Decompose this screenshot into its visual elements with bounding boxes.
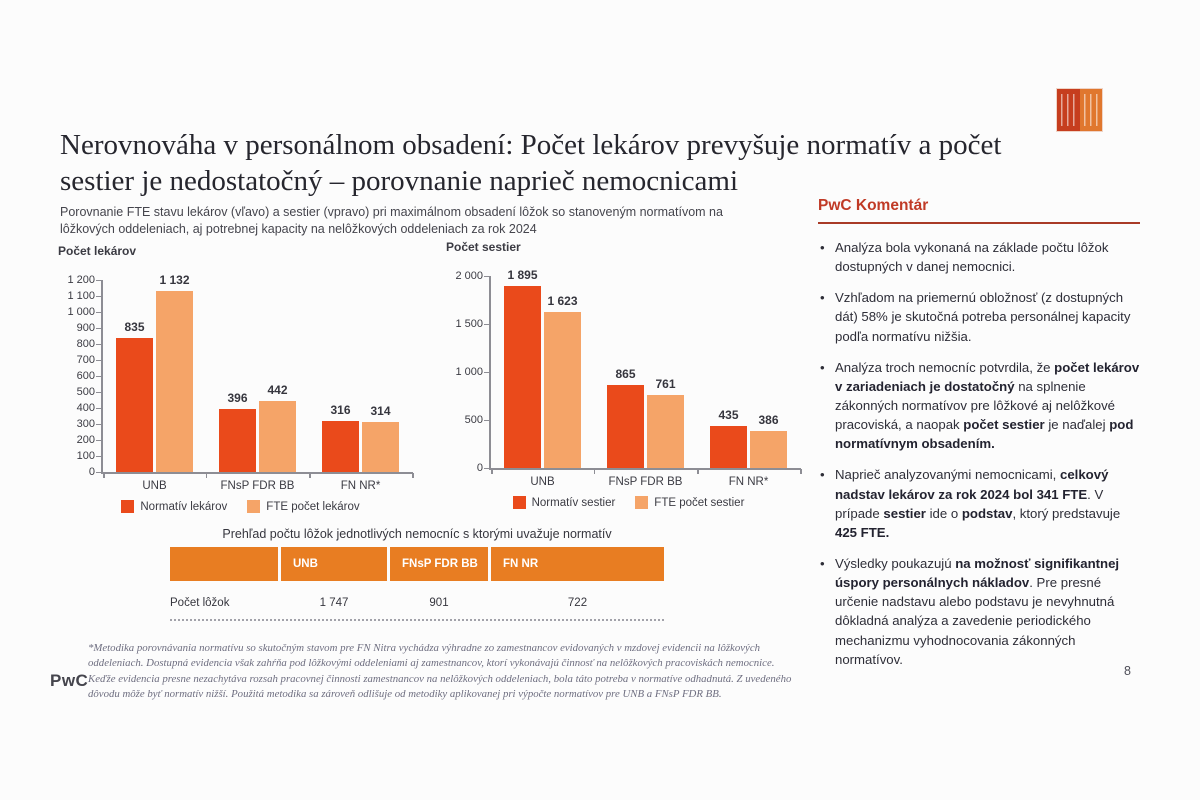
beds-header-cell: FNsP FDR BB xyxy=(390,547,488,581)
comment-panel-rule xyxy=(818,222,1140,224)
beds-header-cell: UNB xyxy=(281,547,387,581)
x-axis-tick-mark xyxy=(697,469,699,474)
comment-bullet xyxy=(818,238,1140,276)
doctors-chart-legend xyxy=(58,500,423,513)
comment-text-segment: 425 FTE. xyxy=(835,524,890,540)
comment-panel-title: PwC Komentár xyxy=(818,197,929,214)
nurses-plot-area xyxy=(446,262,811,494)
beds-table-title: Prehľad počtu lôžok jednotlivých nemocníc s ktorými uvažuje normatív xyxy=(222,527,612,541)
bar-value-label: 865 xyxy=(615,366,636,381)
legend-swatch xyxy=(635,496,648,509)
bar-rect xyxy=(322,421,359,472)
beds-header-cell: FN NR xyxy=(491,547,664,581)
y-axis-tick-label: 600 xyxy=(76,370,95,382)
bar-group-fn-nr- xyxy=(697,276,800,468)
bar-value-label: 442 xyxy=(267,383,288,398)
page-title-line-2: sestier je nedostatočný – porovnanie naprieč nemocnicami xyxy=(60,164,739,197)
x-axis-labels xyxy=(103,480,412,492)
y-axis-tick-label: 1 500 xyxy=(455,318,483,330)
y-axis-tick-mark xyxy=(96,312,101,313)
y-axis-tick-mark xyxy=(96,424,101,425)
legend-item xyxy=(513,496,616,509)
bar xyxy=(322,403,359,472)
legend-label: FTE počet lekárov xyxy=(266,500,360,513)
bar xyxy=(259,383,296,472)
x-axis-tick-mark xyxy=(491,469,493,474)
bar xyxy=(710,408,747,468)
bar-group-fnsp-fdr-bb xyxy=(594,276,697,468)
x-axis-tick-mark xyxy=(594,469,596,474)
y-axis-tick-label: 2 000 xyxy=(455,270,483,282)
bar-value-label: 1 623 xyxy=(547,294,578,309)
beds-row-value: 1 747 xyxy=(319,597,349,609)
y-axis-tick-label: 100 xyxy=(76,450,95,462)
y-axis-tick-mark xyxy=(484,324,489,325)
slide-corner-badge xyxy=(1057,89,1102,131)
doctors-bar-chart xyxy=(58,244,423,513)
y-axis-tick-mark xyxy=(96,344,101,345)
comment-text-segment: . V prípade xyxy=(835,486,1104,521)
x-axis-category-label: FN NR* xyxy=(728,476,769,488)
x-axis-tick-mark xyxy=(309,473,311,478)
comment-text-segment: celkový nadstav lekárov za rok 2024 bol 341 FTE xyxy=(835,467,1109,502)
bars-area xyxy=(491,268,800,468)
beds-row-value: 901 xyxy=(429,597,449,609)
y-axis-tick-label: 400 xyxy=(76,402,95,414)
x-axis-category-label: UNB xyxy=(142,480,167,492)
y-axis-tick-label: 1 200 xyxy=(67,274,95,286)
legend-swatch xyxy=(247,500,260,513)
y-axis-tick-mark xyxy=(96,408,101,409)
y-axis-tick-mark xyxy=(484,468,489,469)
bar-rect xyxy=(647,395,684,468)
bar-rect xyxy=(544,312,581,468)
doctors-chart-title: Počet lekárov xyxy=(58,244,137,258)
comment-text-segment: na možnosť signifikantnej úspory personálnych nákladov xyxy=(835,555,1120,591)
bar-value-label: 316 xyxy=(330,403,351,418)
y-axis-tick-mark xyxy=(96,360,101,361)
bar xyxy=(544,294,581,468)
y-axis-tick-label: 200 xyxy=(76,434,95,446)
nurses-chart-title: Počet sestier xyxy=(446,240,521,254)
y-axis-tick-mark xyxy=(96,296,101,297)
y-axis-tick-mark xyxy=(96,392,101,393)
beds-table-header xyxy=(170,547,664,581)
x-axis-tick-mark xyxy=(800,469,802,474)
bar-rect xyxy=(750,431,787,468)
bar-value-label: 435 xyxy=(718,408,739,423)
comment-text-segment: na splnenie zákonných normatívov pre lôžkové aj nelôžkové pracoviská, a naopak xyxy=(835,378,1116,433)
comment-text-segment: ide o xyxy=(925,505,962,521)
bar-rect xyxy=(607,385,644,468)
legend-item xyxy=(121,500,227,513)
nurses-bar-chart xyxy=(446,240,811,509)
y-axis-tick-label: 500 xyxy=(464,414,483,426)
bar-rect xyxy=(504,286,541,468)
pwc-logo: PwC xyxy=(50,671,89,690)
beds-table xyxy=(170,527,664,621)
y-axis-tick-label: 700 xyxy=(76,354,95,366)
comment-text-segment: podstav xyxy=(961,505,1013,521)
bar-value-label: 1 895 xyxy=(507,268,538,283)
bar-value-label: 386 xyxy=(758,412,779,427)
x-axis-category-label: UNB xyxy=(530,476,555,488)
legend-item xyxy=(635,496,744,509)
comment-bullet xyxy=(818,554,1140,669)
bar-group-unb xyxy=(103,272,206,472)
legend-swatch xyxy=(121,500,134,513)
beds-table-row xyxy=(170,597,664,609)
y-axis-tick-label: 1 000 xyxy=(67,306,95,318)
bar-value-label: 761 xyxy=(655,376,676,391)
y-axis-tick-mark xyxy=(96,376,101,377)
page-subtitle: Porovnanie FTE stavu lekárov (vľavo) a sestier (vpravo) pri maximálnom obsadení lôžok so stanoveným normatívom na lôžkových oddeleniach, aj potrebnej kapacity na nelôžkových oddeleniach za rok 2024 xyxy=(60,205,723,237)
x-axis-category-label: FNsP FDR BB xyxy=(220,480,295,492)
badge-left-block xyxy=(1057,89,1080,131)
y-axis-tick-label: 800 xyxy=(76,338,95,350)
y-axis-tick-mark xyxy=(96,456,101,457)
page-title-line-1: Nerovnováha v personálnom obsadení: Počet lekárov prevyšuje normatív a počet xyxy=(60,129,1002,161)
y-axis-tick-label: 500 xyxy=(76,386,95,398)
x-axis-category-label: FNsP FDR BB xyxy=(608,476,683,488)
bar xyxy=(116,320,153,472)
comment-text-segment: Analýza troch nemocníc potvrdila, že xyxy=(835,359,1055,375)
comment-text-segment: Analýza bola vykonaná na základe počtu lôžok dostupných v danej nemocnici. xyxy=(835,240,1109,275)
bar xyxy=(750,413,787,468)
y-axis-tick-label: 1 000 xyxy=(455,366,483,378)
beds-header-empty-cell xyxy=(170,547,278,581)
bar-group-unb xyxy=(491,268,594,468)
footnote: *Metodika porovnávania normatívu so skutočným stavom pre FN Nitra vychádza výhradne zo zamestnancov evidovaných v mzdovej evidencii na lôžkových oddeleniach. Dostupná evidencia však zahŕňa pod lôžkovými oddeleniami aj zamestnancov, ktorí vykonávajú činnosť na nelôžkových pracoviskách nemocnice. Keďže evidencia presne nezachytáva rozsah pracovnej činnosti zamestnancov na nelôžkových oddeleniach, bola táto potreba v normatíve odhadnutá. Z uvedeného dôvodu môže byť normatív nižší. Použitá metodika sa zároveň odlišuje od metodiky aplikovanej pri výpočte normatívov pre UNB a FNsP FDR BB. xyxy=(88,642,792,700)
x-axis-tick-mark xyxy=(103,473,105,478)
comment-text-segment: , ktorý predstavuje xyxy=(1012,505,1121,521)
x-axis-tick-mark xyxy=(206,473,208,478)
bar-rect xyxy=(710,426,747,468)
comment-bullet xyxy=(818,288,1140,345)
y-axis-tick-mark xyxy=(96,472,101,473)
comment-text-segment: Výsledky poukazujú xyxy=(835,555,956,571)
comment-text-segment: sestier xyxy=(883,505,926,521)
comment-panel xyxy=(818,197,1140,681)
beds-row-value: 722 xyxy=(567,597,588,609)
y-axis-tick-label: 900 xyxy=(76,322,95,334)
y-axis-tick-mark xyxy=(484,276,489,277)
y-axis-tick-mark xyxy=(96,280,101,281)
bar-value-label: 1 132 xyxy=(159,272,190,287)
comment-bullet-list xyxy=(818,238,1140,669)
bar-value-label: 314 xyxy=(370,403,391,418)
y-axis-tick-mark xyxy=(96,440,101,441)
doctors-plot-area xyxy=(58,266,423,498)
bar xyxy=(647,377,684,468)
bar-rect xyxy=(116,338,153,472)
comment-text-segment: pod normatívnym obsadením. xyxy=(835,417,1134,452)
comment-text-segment: Naprieč analyzovanými nemocnicami, xyxy=(835,467,1061,483)
y-axis-tick-label: 0 xyxy=(476,462,483,474)
bar-value-label: 835 xyxy=(124,320,145,335)
y-axis-tick-mark xyxy=(484,372,489,373)
comment-text-segment: Vzhľadom na priemernú obložnosť (z dostupných dát) 58% je skutočná potreba personálnej kapacity podľa normatívu nižšia. xyxy=(835,290,1131,344)
legend-label: FTE počet sestier xyxy=(654,496,745,509)
x-axis-line xyxy=(101,472,413,474)
y-axis-tick-label: 1 100 xyxy=(67,290,95,302)
bar xyxy=(156,273,193,472)
bar-rect xyxy=(156,291,193,472)
x-axis-tick-mark xyxy=(412,473,414,478)
bar-group-fn-nr- xyxy=(309,280,412,472)
page-title xyxy=(60,128,1110,199)
x-axis-category-label: FN NR* xyxy=(340,480,381,492)
legend-label: Normatív lekárov xyxy=(140,500,228,513)
comment-text-segment: je naďalej xyxy=(1044,417,1110,433)
bar-rect xyxy=(362,422,399,472)
beds-row-label: Počet lôžok xyxy=(170,597,230,609)
bar-rect xyxy=(219,409,256,472)
nurses-chart-legend xyxy=(446,496,811,509)
x-axis-line xyxy=(489,468,801,470)
page-number: 8 xyxy=(1124,664,1131,678)
bar-value-label: 396 xyxy=(227,390,248,405)
comment-bullet xyxy=(818,465,1140,542)
bar xyxy=(219,391,256,472)
y-axis-tick-label: 0 xyxy=(88,466,95,478)
badge-right-block xyxy=(1080,89,1103,131)
comment-text-segment: počet lekárov v zariadeniach je dostatočný xyxy=(835,359,1140,394)
comment-text-segment: . Pre presné určenie nadstavu alebo podstavu je nevyhnutná dôkladná analýza a zavedenie periodického mechanizmu vyhodnocovania zákonných normatívov. xyxy=(835,575,1115,667)
bar-group-fnsp-fdr-bb xyxy=(206,280,309,472)
bar xyxy=(607,367,644,468)
comment-text-segment: počet sestier xyxy=(963,417,1045,433)
legend-swatch xyxy=(513,496,526,509)
beds-table-divider xyxy=(170,619,664,621)
bar xyxy=(504,268,541,468)
bar-rect xyxy=(259,401,296,472)
y-axis-tick-mark xyxy=(96,328,101,329)
legend-item xyxy=(247,500,359,513)
bars-area xyxy=(103,272,412,472)
comment-bullet xyxy=(818,358,1140,454)
y-axis-tick-label: 300 xyxy=(76,418,95,430)
x-axis-labels xyxy=(491,476,800,488)
y-axis-tick-mark xyxy=(484,420,489,421)
legend-label: Normatív sestier xyxy=(531,496,616,509)
bar xyxy=(362,404,399,472)
